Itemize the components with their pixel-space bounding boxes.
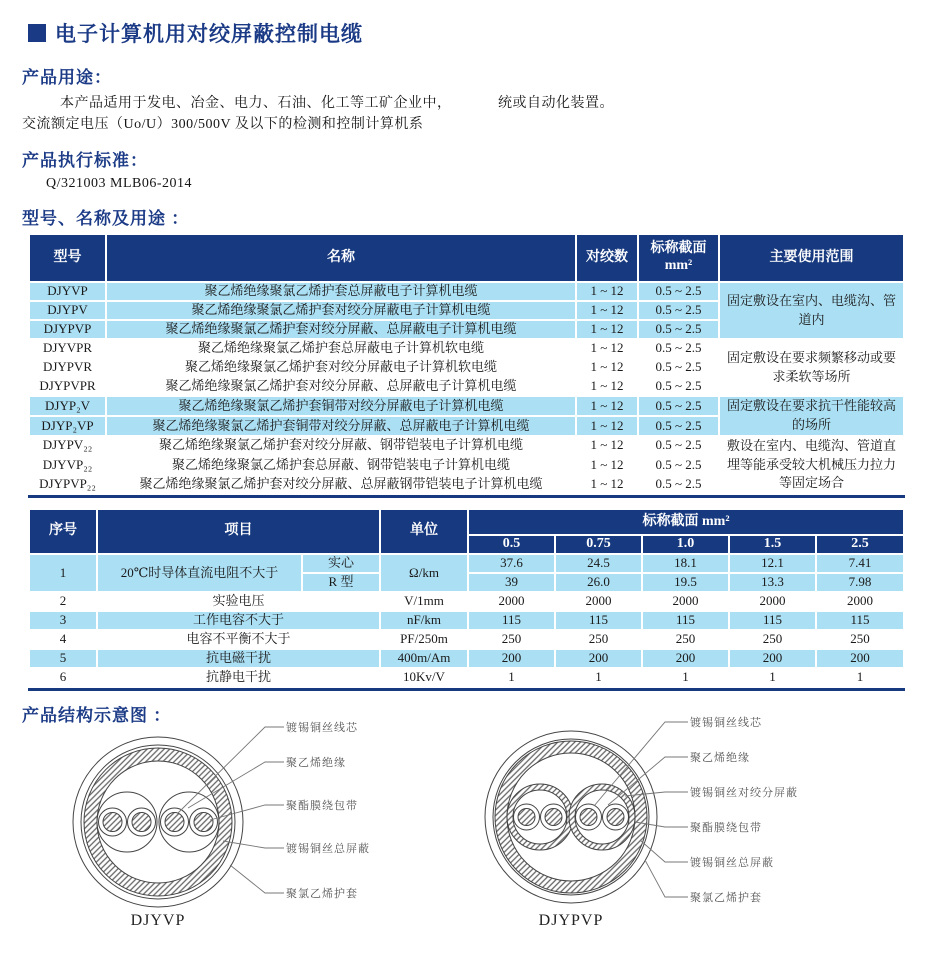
model-cell: DJYPVR	[29, 358, 106, 377]
size-col-header: 2.5	[816, 535, 904, 554]
value-cell: 1	[642, 668, 729, 687]
unit-cell: Ω/km	[380, 554, 468, 592]
spec-row	[29, 630, 904, 649]
no-cell: 3	[29, 611, 97, 630]
section-cell: 0.5 ~ 2.5	[638, 320, 719, 339]
structure-label: 聚氯乙烯护套	[690, 892, 762, 904]
name-cell: 聚乙烯绝缘聚氯乙烯护套对绞分屏蔽、钢带铠装电子计算机电缆	[106, 436, 576, 456]
value-cell: 19.5	[642, 573, 729, 592]
unit-cell: 400m/Am	[380, 649, 468, 668]
section-group-header: 标称截面 mm²	[468, 509, 904, 535]
item-cell: 20℃时导体直流电阻不大于	[97, 554, 302, 592]
pairs-cell: 1 ~ 12	[576, 320, 638, 339]
value-cell: 1	[555, 668, 642, 687]
unit-cell: nF/km	[380, 611, 468, 630]
value-cell: 200	[468, 649, 555, 668]
section-cell: 0.5 ~ 2.5	[638, 377, 719, 396]
spec-row	[29, 649, 904, 668]
value-cell: 2000	[729, 592, 816, 611]
value-cell: 2000	[468, 592, 555, 611]
structure-label: 聚酯膜绕包带	[690, 822, 762, 834]
no-cell: 5	[29, 649, 97, 668]
no-cell: 1	[29, 554, 97, 592]
name-cell: 聚乙烯绝缘聚氯乙烯护套对绞分屏蔽电子计算机软电缆	[106, 358, 576, 377]
size-col-header: 0.75	[555, 535, 642, 554]
section-cell: 0.5 ~ 2.5	[638, 396, 719, 416]
model-cell: DJYVPR	[29, 339, 106, 358]
structure-label: 聚乙烯绝缘	[286, 757, 346, 769]
section-header-line1: 标称截面	[650, 241, 707, 257]
no-cell: 6	[29, 668, 97, 687]
usage-cell: 固定敷设在室内、电缆沟、管道内	[719, 282, 904, 339]
section-cell: 0.5 ~ 2.5	[638, 301, 719, 320]
item-cell: 实验电压	[97, 592, 380, 611]
spec-row	[29, 554, 904, 573]
pairs-cell: 1 ~ 12	[576, 416, 638, 436]
pairs-cell: 1 ~ 12	[576, 436, 638, 456]
structure-label: 聚氯乙烯护套	[286, 888, 358, 900]
section-col-header	[638, 234, 719, 282]
section-cell: 0.5 ~ 2.5	[638, 455, 719, 475]
diagram-name-djypvp: DJYPVP	[538, 912, 604, 929]
value-cell: 250	[816, 630, 904, 649]
pairs-cell: 1 ~ 12	[576, 396, 638, 416]
value-cell: 250	[642, 630, 729, 649]
value-cell: 26.0	[555, 573, 642, 592]
section-cell: 0.5 ~ 2.5	[638, 358, 719, 377]
unit-cell: 10Kv/V	[380, 668, 468, 687]
section-cell: 0.5 ~ 2.5	[638, 282, 719, 301]
pairs-cell: 1 ~ 12	[576, 455, 638, 475]
subtype-cell: 实心	[302, 554, 380, 573]
size-col-header: 1.5	[729, 535, 816, 554]
name-col-header: 名称	[106, 234, 576, 282]
structure-label: 镀锡铜丝总屏蔽	[286, 843, 370, 855]
pairs-cell: 1 ~ 12	[576, 475, 638, 495]
item-cell: 电容不平衡不大于	[97, 630, 380, 649]
value-cell: 7.98	[816, 573, 904, 592]
value-cell: 115	[816, 611, 904, 630]
page-title: 电子计算机用对绞屏蔽控制电缆	[55, 22, 363, 46]
diagram-name-djyvp: DJYVP	[130, 912, 186, 929]
model-col-header: 型号	[29, 234, 106, 282]
size-col-header: 0.5	[468, 535, 555, 554]
usage-text-line2: 交流额定电压（Uo/U）300/500V 及以下的检测和控制计算机系	[22, 117, 424, 132]
spec-row	[29, 668, 904, 687]
model-table-body	[29, 282, 904, 494]
unit-col-header: 单位	[380, 509, 468, 554]
value-cell: 250	[555, 630, 642, 649]
model-cell: DJYP₂V	[29, 396, 106, 416]
size-col-header: 1.0	[642, 535, 729, 554]
value-cell: 39	[468, 573, 555, 592]
djyvp-cross-section-diagram	[30, 705, 460, 955]
name-cell: 聚乙烯绝缘聚氯乙烯护套对绞分屏蔽、总屏蔽电子计算机电缆	[106, 377, 576, 396]
name-cell: 聚乙烯绝缘聚氯乙烯护套对绞分屏蔽、总屏蔽电子计算机电缆	[106, 320, 576, 339]
value-cell: 7.41	[816, 554, 904, 573]
value-cell: 2000	[642, 592, 729, 611]
spec-table-body	[29, 554, 904, 687]
model-cell: DJYPVP₂₂	[29, 475, 106, 495]
model-cell: DJYVP	[29, 282, 106, 301]
title-block	[28, 18, 363, 48]
spec-table	[28, 508, 905, 688]
value-cell: 1	[468, 668, 555, 687]
standard-heading: 产品执行标准：	[22, 151, 148, 170]
structure-label: 镀锡铜丝线芯	[690, 717, 762, 729]
item-cell: 工作电容不大于	[97, 611, 380, 630]
name-cell: 聚乙烯绝缘聚氯乙烯护套总屏蔽、钢带铠装电子计算机电缆	[106, 455, 576, 475]
usage-cell: 固定敷设在要求频繁移动或要求柔软等场所	[719, 339, 904, 396]
item-cell: 抗静电干扰	[97, 668, 380, 687]
no-col-header: 序号	[29, 509, 97, 554]
value-cell: 2000	[555, 592, 642, 611]
section-cell: 0.5 ~ 2.5	[638, 436, 719, 456]
name-cell: 聚乙烯绝缘聚氯乙烯护套总屏蔽电子计算机电缆	[106, 282, 576, 301]
usage-text-line1-left: 本产品适用于发电、冶金、电力、石油、化工等工矿企业中，	[60, 96, 452, 111]
usage-cell: 敷设在室内、电缆沟、管道直埋等能承受较大机械压力拉力等固定场合	[719, 436, 904, 495]
no-cell: 4	[29, 630, 97, 649]
model-row	[29, 396, 904, 416]
value-cell: 24.5	[555, 554, 642, 573]
model-cell: DJYPV	[29, 301, 106, 320]
pairs-cell: 1 ~ 12	[576, 377, 638, 396]
djyvp-cable-shapes	[73, 737, 243, 907]
usage-text-line1-right: 统或自动化装置。	[498, 96, 614, 111]
item-col-header: 项目	[97, 509, 380, 554]
model-cell: DJYPVPR	[29, 377, 106, 396]
name-cell: 聚乙烯绝缘聚氯乙烯护套对绞分屏蔽电子计算机电缆	[106, 301, 576, 320]
value-cell: 1	[729, 668, 816, 687]
value-cell: 13.3	[729, 573, 816, 592]
value-cell: 250	[468, 630, 555, 649]
value-cell: 115	[468, 611, 555, 630]
value-cell: 115	[642, 611, 729, 630]
usage-cell: 固定敷设在要求抗干性能较高的场所	[719, 396, 904, 436]
section-header-line2: mm²	[664, 258, 693, 273]
structure-label: 聚酯膜绕包带	[286, 800, 358, 812]
name-cell: 聚乙烯绝缘聚氯乙烯护套总屏蔽电子计算机软电缆	[106, 339, 576, 358]
pairs-cell: 1 ~ 12	[576, 282, 638, 301]
value-cell: 200	[555, 649, 642, 668]
structure-heading: 产品结构示意图 ：	[22, 706, 172, 725]
value-cell: 200	[729, 649, 816, 668]
value-cell: 200	[816, 649, 904, 668]
structure-label: 镀锡铜丝对绞分屏蔽	[690, 787, 798, 799]
value-cell: 2000	[816, 592, 904, 611]
usage-col-header: 主要使用范围	[719, 234, 904, 282]
pairs-cell: 1 ~ 12	[576, 358, 638, 377]
spec-table-header-row1	[29, 509, 904, 535]
name-cell: 聚乙烯绝缘聚氯乙烯护套对绞分屏蔽、总屏蔽钢带铠装电子计算机电缆	[106, 475, 576, 495]
structure-label: 镀锡铜丝总屏蔽	[690, 857, 774, 869]
title-square-icon	[28, 24, 46, 42]
structure-label: 聚乙烯绝缘	[690, 752, 750, 764]
pairs-col-header: 对绞数	[576, 234, 638, 282]
spec-row	[29, 611, 904, 630]
section-cell: 0.5 ~ 2.5	[638, 416, 719, 436]
value-cell: 200	[642, 649, 729, 668]
name-cell: 聚乙烯绝缘聚氯乙烯护套铜带对绞分屏蔽、总屏蔽电子计算机电缆	[106, 416, 576, 436]
model-table-wrap	[28, 233, 905, 498]
model-row	[29, 436, 904, 456]
item-cell: 抗电磁干扰	[97, 649, 380, 668]
no-cell: 2	[29, 592, 97, 611]
pairs-cell: 1 ~ 12	[576, 339, 638, 358]
value-cell: 37.6	[468, 554, 555, 573]
usage-heading: 产品用途：	[22, 68, 112, 87]
spec-row	[29, 592, 904, 611]
model-table	[28, 233, 905, 495]
value-cell: 18.1	[642, 554, 729, 573]
djypvp-cable-shapes	[485, 731, 657, 903]
model-cell: DJYPVP	[29, 320, 106, 339]
model-cell: DJYP₂VP	[29, 416, 106, 436]
value-cell: 12.1	[729, 554, 816, 573]
pairs-cell: 1 ~ 12	[576, 301, 638, 320]
model-row	[29, 339, 904, 358]
subtype-cell: R 型	[302, 573, 380, 592]
model-cell: DJYVP₂₂	[29, 455, 106, 475]
unit-cell: V/1mm	[380, 592, 468, 611]
model-cell: DJYPV₂₂	[29, 436, 106, 456]
section-cell: 0.5 ~ 2.5	[638, 339, 719, 358]
standard-value: Q/321003 MLB06-2014	[46, 176, 192, 191]
value-cell: 115	[729, 611, 816, 630]
model-row	[29, 282, 904, 301]
value-cell: 250	[729, 630, 816, 649]
value-cell: 115	[555, 611, 642, 630]
value-cell: 1	[816, 668, 904, 687]
unit-cell: PF/250m	[380, 630, 468, 649]
structure-label: 镀锡铜丝线芯	[286, 722, 358, 734]
models-heading: 型号、名称及用途 ：	[22, 209, 190, 228]
section-cell: 0.5 ~ 2.5	[638, 475, 719, 495]
spec-table-wrap	[28, 508, 905, 691]
name-cell: 聚乙烯绝缘聚氯乙烯护套铜带对绞分屏蔽电子计算机电缆	[106, 396, 576, 416]
model-table-header-row	[29, 234, 904, 282]
